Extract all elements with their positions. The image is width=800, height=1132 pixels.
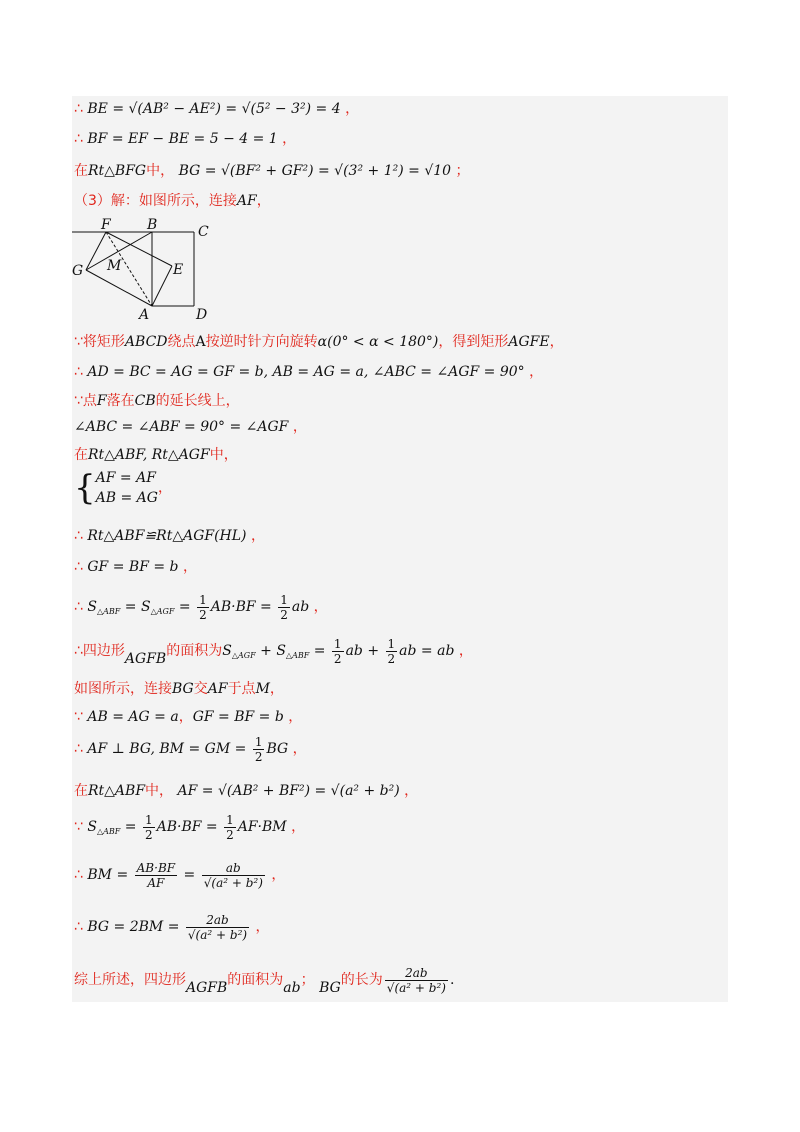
segment-ga bbox=[86, 270, 152, 306]
math-expression: Rt△ABF bbox=[88, 783, 146, 799]
step-perpendicular bbox=[74, 732, 307, 766]
punctuation: ， bbox=[157, 480, 172, 496]
math-expression: Rt△BFG bbox=[88, 163, 147, 179]
math-expression: GF = BF = b bbox=[87, 559, 179, 575]
math-symbol: = bbox=[179, 867, 200, 883]
step-quad-area bbox=[74, 634, 473, 676]
math-symbol: = bbox=[309, 643, 330, 659]
text: 中， bbox=[145, 783, 174, 799]
denominator: 2 bbox=[254, 749, 263, 764]
label-c: C bbox=[198, 224, 209, 240]
punctuation: ， bbox=[313, 599, 328, 615]
therefore-symbol: ∴ bbox=[74, 867, 83, 883]
step-bf bbox=[74, 130, 296, 148]
numerator: ab bbox=[225, 860, 241, 875]
text: 的延长线上， bbox=[155, 393, 240, 409]
because-text: ∵将矩形 bbox=[74, 334, 125, 350]
math-expression: AF ⊥ BG, BM = GM = bbox=[87, 741, 251, 757]
math-symbol: S bbox=[222, 643, 232, 659]
equation-system bbox=[74, 468, 172, 508]
punctuation: ； bbox=[300, 972, 315, 988]
step-bg-result bbox=[74, 908, 270, 946]
punctuation: ， bbox=[250, 528, 265, 544]
math-expression: AF bbox=[236, 193, 257, 209]
therefore-text: ∴四边形 bbox=[74, 643, 125, 659]
text: 在 bbox=[74, 783, 88, 799]
text: 落在 bbox=[106, 393, 135, 409]
math-expression: BF = EF − BE = 5 − 4 = 1 bbox=[87, 131, 278, 147]
punctuation: ； bbox=[455, 163, 470, 179]
step-in-triangles bbox=[74, 446, 238, 464]
math-expression: M bbox=[255, 681, 270, 697]
denominator: 2 bbox=[387, 651, 396, 666]
step-connect-bg bbox=[74, 680, 284, 698]
punctuation: ， bbox=[178, 709, 193, 725]
text: 于点 bbox=[227, 681, 256, 697]
punctuation: ， bbox=[271, 867, 286, 883]
math-expression: BE = √(AB² − AE²) = √(5² − 3²) = 4 bbox=[87, 101, 341, 117]
denominator: √(a² + b²) bbox=[386, 980, 446, 995]
math-expression: BG bbox=[172, 681, 194, 697]
math-expression: AB·BF = bbox=[156, 819, 223, 835]
punctuation: ， bbox=[345, 101, 360, 117]
math-expression: AF bbox=[207, 681, 228, 697]
step-congruent bbox=[74, 527, 265, 545]
punctuation: ， bbox=[458, 643, 473, 659]
math-expression: AB = AG = a bbox=[87, 709, 179, 725]
numerator: 1 bbox=[199, 592, 207, 607]
math-symbol: = bbox=[120, 599, 141, 615]
math-expression: AF = √(AB² + BF²) = √(a² + b²) bbox=[177, 783, 400, 799]
denominator: √(a² + b²) bbox=[187, 927, 248, 942]
numerator: 2ab bbox=[206, 912, 229, 927]
because-text: ∵点 bbox=[74, 393, 97, 409]
fraction bbox=[135, 861, 177, 890]
text: ，得到矩形 bbox=[438, 334, 509, 350]
math-expression: AB·BF = bbox=[210, 599, 277, 615]
text: 的面积为 bbox=[227, 972, 284, 988]
text: 的长为 bbox=[340, 972, 383, 988]
numerator: 2ab bbox=[405, 965, 428, 980]
math-expression: CB bbox=[134, 393, 156, 409]
denominator: 2 bbox=[144, 827, 153, 842]
segment-ae bbox=[152, 266, 172, 306]
math-expression: ∠ABC = ∠ABF = 90° = ∠AGF bbox=[74, 419, 289, 435]
math-expression: F bbox=[96, 393, 107, 409]
math-expression: BG = 2BM = bbox=[87, 919, 184, 935]
numerator: AB·BF bbox=[136, 860, 176, 875]
step-af bbox=[74, 782, 418, 800]
math-expression: ab + bbox=[345, 643, 384, 659]
denominator: 2 bbox=[226, 827, 234, 842]
step-bm bbox=[74, 856, 285, 894]
punctuation: ， bbox=[256, 193, 271, 209]
math-expression: BM = bbox=[87, 867, 133, 883]
geometry-figure bbox=[72, 218, 222, 322]
step-angles bbox=[74, 418, 307, 436]
subscript: △AGF bbox=[150, 607, 175, 616]
conclusion bbox=[74, 960, 454, 1008]
math-expression: AGFB bbox=[124, 651, 167, 667]
math-expression: BG bbox=[319, 980, 341, 996]
because-symbol: ∵ bbox=[74, 819, 83, 835]
label-d: D bbox=[196, 307, 208, 322]
fraction bbox=[253, 735, 265, 764]
punctuation: ， bbox=[529, 364, 544, 380]
fraction bbox=[332, 637, 344, 666]
text: 按逆时针方向旋转 bbox=[205, 334, 318, 350]
denominator: AF bbox=[135, 875, 177, 890]
numerator: 1 bbox=[254, 734, 263, 749]
punctuation: 中， bbox=[209, 447, 238, 463]
punctuation: ， bbox=[549, 334, 564, 350]
math-expression: Rt△ABF≌Rt△AGF(HL) bbox=[87, 528, 247, 544]
punctuation: ， bbox=[255, 919, 270, 935]
step-equal-sides bbox=[74, 708, 302, 726]
math-symbol: = bbox=[174, 599, 196, 615]
text: 的面积为 bbox=[166, 643, 223, 659]
label-a: A bbox=[139, 307, 150, 322]
text: 在 bbox=[74, 447, 88, 463]
math-expression: ab bbox=[291, 599, 310, 615]
punctuation: ， bbox=[288, 709, 303, 725]
fraction bbox=[143, 813, 155, 842]
punctuation: ， bbox=[404, 783, 419, 799]
step-area-equal bbox=[74, 590, 328, 629]
denominator: 2 bbox=[280, 607, 288, 622]
therefore-symbol: ∴ bbox=[74, 599, 83, 615]
math-expression: α(0° < α < 180°) bbox=[317, 334, 439, 350]
text: 中， bbox=[146, 163, 175, 179]
label-b: B bbox=[147, 218, 158, 233]
therefore-symbol: ∴ bbox=[74, 364, 83, 380]
math-symbol: = bbox=[120, 819, 141, 835]
math-symbol: S bbox=[87, 819, 97, 835]
subscript: △ABF bbox=[96, 827, 121, 836]
therefore-symbol: ∴ bbox=[74, 101, 83, 117]
step-area-relation bbox=[74, 810, 305, 849]
because-symbol: ∵ bbox=[74, 709, 83, 725]
punctuation: ， bbox=[282, 131, 297, 147]
label-m: M bbox=[107, 258, 122, 274]
denominator: √(a² + b²) bbox=[203, 875, 263, 890]
step-be bbox=[74, 100, 359, 118]
numerator: 1 bbox=[144, 812, 153, 827]
punctuation: ， bbox=[182, 559, 197, 575]
denominator: 2 bbox=[333, 651, 342, 666]
math-expression: ab = ab bbox=[399, 643, 455, 659]
subscript: △ABF bbox=[285, 651, 310, 660]
numerator: 1 bbox=[226, 812, 234, 827]
math-symbol: S bbox=[140, 599, 151, 615]
step-bg bbox=[74, 162, 470, 180]
fraction bbox=[186, 913, 249, 942]
math-expression: Rt△ABF, Rt△AGF bbox=[88, 447, 210, 463]
numerator: 1 bbox=[387, 636, 396, 651]
label-e: E bbox=[173, 262, 184, 278]
text: （3）解：如图所示，连接 bbox=[74, 193, 237, 209]
step-rotation bbox=[74, 333, 564, 351]
label-g: G bbox=[72, 263, 84, 279]
punctuation: ， bbox=[291, 819, 306, 835]
therefore-symbol: ∴ bbox=[74, 919, 83, 935]
brace-symbol: { bbox=[74, 468, 96, 508]
fraction bbox=[278, 593, 290, 622]
math-expression: AD = BC = AG = GF = b, AB = AG = a, ∠ABC = ∠AGF = 90° bbox=[87, 364, 525, 380]
text: 综上所述，四边形 bbox=[74, 972, 186, 988]
step-equalities bbox=[74, 363, 543, 381]
math-expression: GF = BF = b bbox=[192, 709, 284, 725]
text: 交 bbox=[193, 681, 208, 697]
step-gf-bf bbox=[74, 558, 197, 576]
math-symbol: S bbox=[276, 643, 286, 659]
math-expression: ABCD bbox=[124, 334, 168, 350]
math-symbol: S bbox=[87, 599, 97, 615]
punctuation: ， bbox=[292, 419, 307, 435]
subscript: △ABF bbox=[96, 607, 121, 616]
math-expression: AGFE bbox=[508, 334, 550, 350]
therefore-symbol: ∴ bbox=[74, 131, 83, 147]
therefore-symbol: ∴ bbox=[74, 528, 83, 544]
math-expression: ab bbox=[283, 980, 301, 996]
math-expression: AF·BM bbox=[237, 819, 287, 835]
system-row: AF = AF bbox=[95, 470, 156, 486]
math-expression: BG bbox=[266, 741, 289, 757]
fraction bbox=[385, 966, 448, 995]
denominator: 2 bbox=[199, 607, 207, 622]
fraction bbox=[197, 593, 209, 622]
step-point-f bbox=[74, 392, 240, 410]
fraction bbox=[386, 637, 398, 666]
text: 在 bbox=[74, 163, 88, 179]
label-f: F bbox=[101, 218, 111, 233]
punctuation: ， bbox=[292, 741, 307, 757]
text: 绕点 bbox=[167, 334, 196, 350]
math-expression: AGFB bbox=[186, 980, 228, 996]
numerator: 1 bbox=[280, 592, 288, 607]
therefore-symbol: ∴ bbox=[74, 741, 83, 757]
fraction bbox=[202, 861, 265, 890]
system-row: AB = AG bbox=[95, 490, 158, 506]
punctuation: ， bbox=[269, 681, 284, 697]
therefore-symbol: ∴ bbox=[74, 559, 83, 575]
math-expression: BG = √(BF² + GF²) = √(3² + 1²) = √10 bbox=[178, 163, 452, 179]
numerator: 1 bbox=[333, 636, 342, 651]
point-label: A bbox=[195, 334, 206, 350]
part3-heading bbox=[74, 192, 271, 210]
subscript: △AGF bbox=[231, 651, 256, 660]
punctuation: . bbox=[449, 972, 455, 988]
text: 如图所示，连接 bbox=[74, 681, 172, 697]
math-symbol: + bbox=[255, 643, 277, 659]
fraction bbox=[224, 813, 236, 842]
